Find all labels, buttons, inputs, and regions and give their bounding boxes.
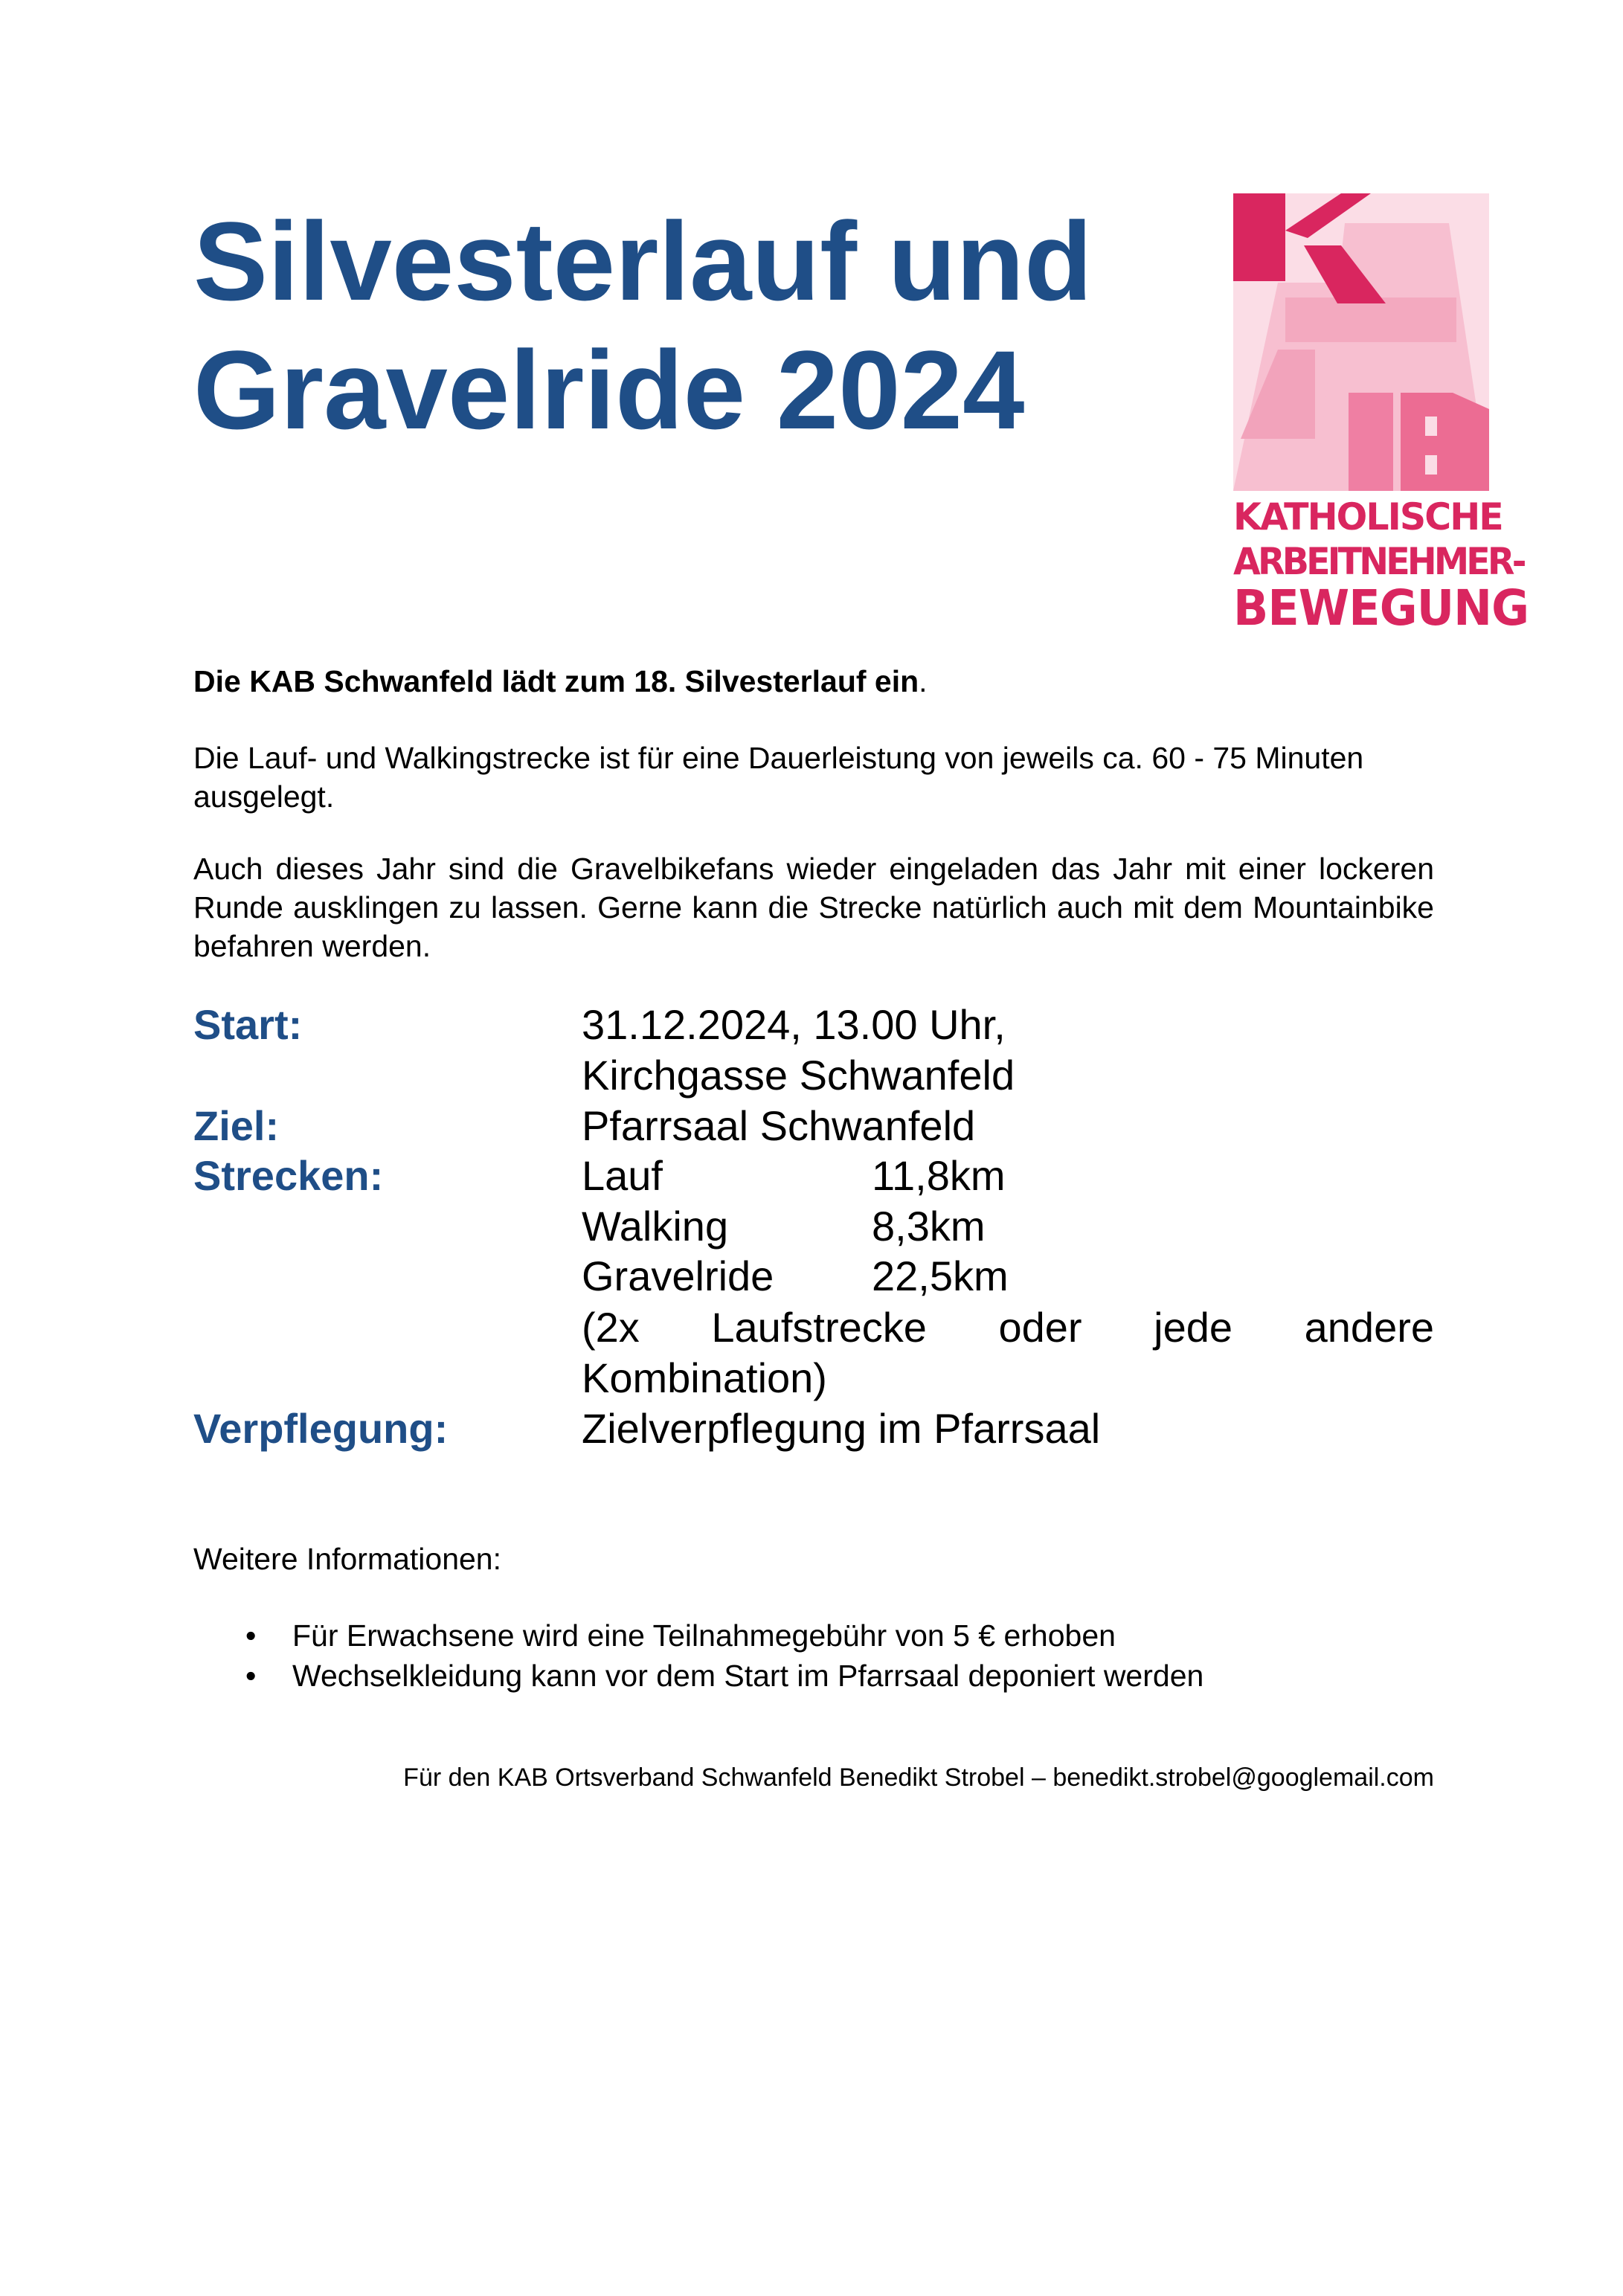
verpflegung-value: Zielverpflegung im Pfarrsaal <box>582 1405 1101 1452</box>
intro-bold: Die KAB Schwanfeld lädt zum 18. Silvesterlauf ein <box>193 664 919 698</box>
bullet-icon: • <box>245 1659 257 1693</box>
route-distance-lauf: 11,8km <box>872 1152 1006 1199</box>
kab-logo-graphic <box>1233 193 1489 491</box>
footer-contact: Für den KAB Ortsverband Schwanfeld Benedikt Strobel – benedikt.strobel@googlemail.com <box>403 1763 1434 1792</box>
logo-text-line-2: ARBEITNEHMER- <box>1233 540 1524 583</box>
page-title <box>193 197 1093 454</box>
info-item-fee: Für Erwachsene wird eine Teilnahmegebühr von 5 € erhoben <box>292 1618 1116 1653</box>
logo-text-line-3: BEWEGUNG <box>1233 579 1529 637</box>
title-line-2: Gravelride 2024 <box>193 327 1025 452</box>
ziel-value: Pfarrsaal Schwanfeld <box>582 1102 976 1149</box>
list-item <box>193 1656 1203 1696</box>
route-name-lauf: Lauf <box>582 1152 663 1199</box>
verpflegung-label: Verpflegung: <box>193 1405 449 1452</box>
route-name-gravelride: Gravelride <box>582 1252 774 1299</box>
info-heading: Weitere Informationen: <box>193 1542 502 1576</box>
strecken-label: Strecken: <box>193 1152 384 1199</box>
paragraph-route-info: Die Lauf- und Walkingstrecke ist für eine Dauerleistung von jeweils ca. 60 - 75 Minuten ausgelegt. <box>193 741 1364 814</box>
paragraph-gravel-info: Auch dieses Jahr sind die Gravelbikefans wieder eingeladen das Jahr mit einer lockeren Runde ausklingen zu lassen. Gerne kann die Strecke natürlich auch mit dem Mountainbike befahren werden. <box>193 852 1434 963</box>
info-list <box>193 1615 1203 1696</box>
intro-text <box>193 662 1434 701</box>
list-item <box>193 1615 1203 1656</box>
strecken-note-line-1: (2x Laufstrecke oder jede andere <box>582 1304 1434 1351</box>
start-date-time: 31.12.2024, 13.00 Uhr, <box>582 1001 1006 1048</box>
route-distance-walking: 8,3km <box>872 1203 986 1250</box>
strecken-note-line-2: Kombination) <box>582 1354 827 1401</box>
ziel-label: Ziel: <box>193 1102 280 1149</box>
route-distance-gravelride: 22,5km <box>872 1252 1009 1299</box>
start-location: Kirchgasse Schwanfeld <box>582 1052 1015 1099</box>
title-line-1: Silvesterlauf und <box>193 199 1093 324</box>
kab-logo <box>1233 193 1529 637</box>
info-item-clothing: Wechselkleidung kann vor dem Start im Pfarrsaal deponiert werden <box>292 1659 1204 1693</box>
logo-text-line-1: KATHOLISCHE <box>1233 495 1503 538</box>
bullet-icon: • <box>245 1618 257 1653</box>
intro-period: . <box>919 664 928 698</box>
start-label: Start: <box>193 1001 303 1048</box>
route-name-walking: Walking <box>582 1203 729 1250</box>
